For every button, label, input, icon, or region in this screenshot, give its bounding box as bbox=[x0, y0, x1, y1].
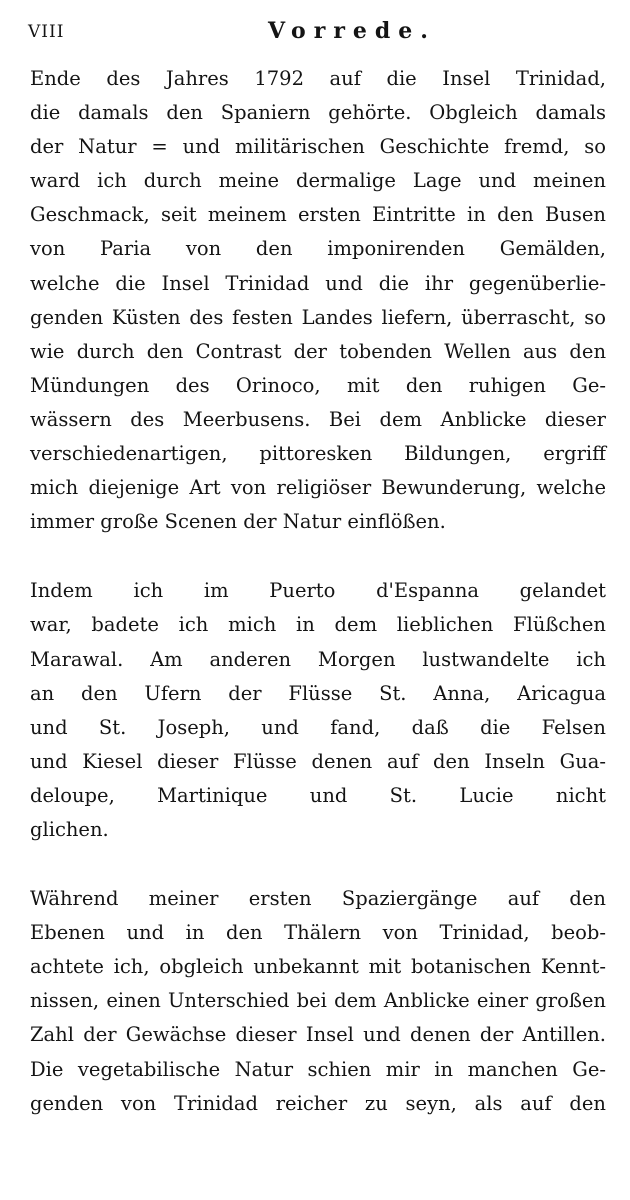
text-line: wie durch den Contrast der tobenden Wellen aus den bbox=[30, 339, 606, 363]
body-text bbox=[30, 62, 606, 1121]
running-head: Vorrede. bbox=[268, 18, 436, 44]
page-number: VIII bbox=[28, 22, 65, 42]
text-line: von Paria von den imponirenden Gemälden, bbox=[30, 237, 606, 261]
text-line: war, badete ich mich in dem lieblichen Flüßchen bbox=[30, 613, 606, 637]
text-line: Mündungen des Orinoco, mit den ruhigen Ge- bbox=[30, 373, 606, 397]
text-line: immer große Scenen der Natur einflößen. bbox=[30, 510, 446, 534]
paragraph-2 bbox=[30, 574, 606, 847]
text-line: genden Küsten des festen Landes liefern, überrascht, so bbox=[30, 305, 606, 329]
text-line: Ende des Jahres 1792 auf die Insel Trinidad, bbox=[30, 67, 606, 90]
text-line: genden von Trinidad reicher zu seyn, als auf den bbox=[30, 1091, 606, 1115]
text-line: an den Ufern der Flüsse St. Anna, Aricagua bbox=[30, 681, 606, 705]
text-line: welche die Insel Trinidad und die ihr gegenüberlie- bbox=[30, 271, 606, 295]
text-line: Marawal. Am anderen Morgen lustwandelte ich bbox=[30, 647, 606, 671]
text-line: wässern des Meerbusens. Bei dem Anblicke dieser bbox=[30, 407, 606, 431]
text-line: nissen, einen Unterschied bei dem Anblicke einer großen bbox=[30, 989, 606, 1013]
text-line: die damals den Spaniern gehörte. Obgleich damals bbox=[30, 101, 606, 125]
paragraph-1 bbox=[30, 62, 606, 539]
text-line: ward ich durch meine dermalige Lage und meinen bbox=[30, 169, 606, 193]
text-line: und St. Joseph, und fand, daß die Felsen bbox=[30, 715, 606, 739]
page-header bbox=[28, 14, 608, 48]
text-line: Ebenen und in den Thälern von Trinidad, beob- bbox=[30, 921, 606, 945]
text-line: deloupe, Martinique und St. Lucie nicht bbox=[30, 783, 606, 807]
text-line: achtete ich, obgleich unbekannt mit botanischen Kennt- bbox=[30, 955, 606, 979]
text-line: Während meiner ersten Spaziergänge auf den bbox=[30, 887, 606, 911]
text-line: verschiedenartigen, pittoresken Bildungen, ergriff bbox=[30, 442, 606, 466]
text-line: glichen. bbox=[30, 817, 109, 841]
text-line: und Kiesel dieser Flüsse denen auf den Inseln Gua- bbox=[30, 749, 606, 773]
text-line: Geschmack, seit meinem ersten Eintritte in den Busen bbox=[30, 203, 606, 227]
paragraph-3 bbox=[30, 882, 606, 1121]
text-line: Zahl der Gewächse dieser Insel und denen der Antillen. bbox=[30, 1023, 606, 1047]
text-line: mich diejenige Art von religiöser Bewunderung, welche bbox=[30, 476, 606, 500]
text-line: der Natur = und militärischen Geschichte fremd, so bbox=[30, 135, 606, 159]
text-line: Indem ich im Puerto d'Espanna gelandet bbox=[30, 579, 606, 603]
text-line: Die vegetabilische Natur schien mir in manchen Ge- bbox=[30, 1057, 606, 1081]
